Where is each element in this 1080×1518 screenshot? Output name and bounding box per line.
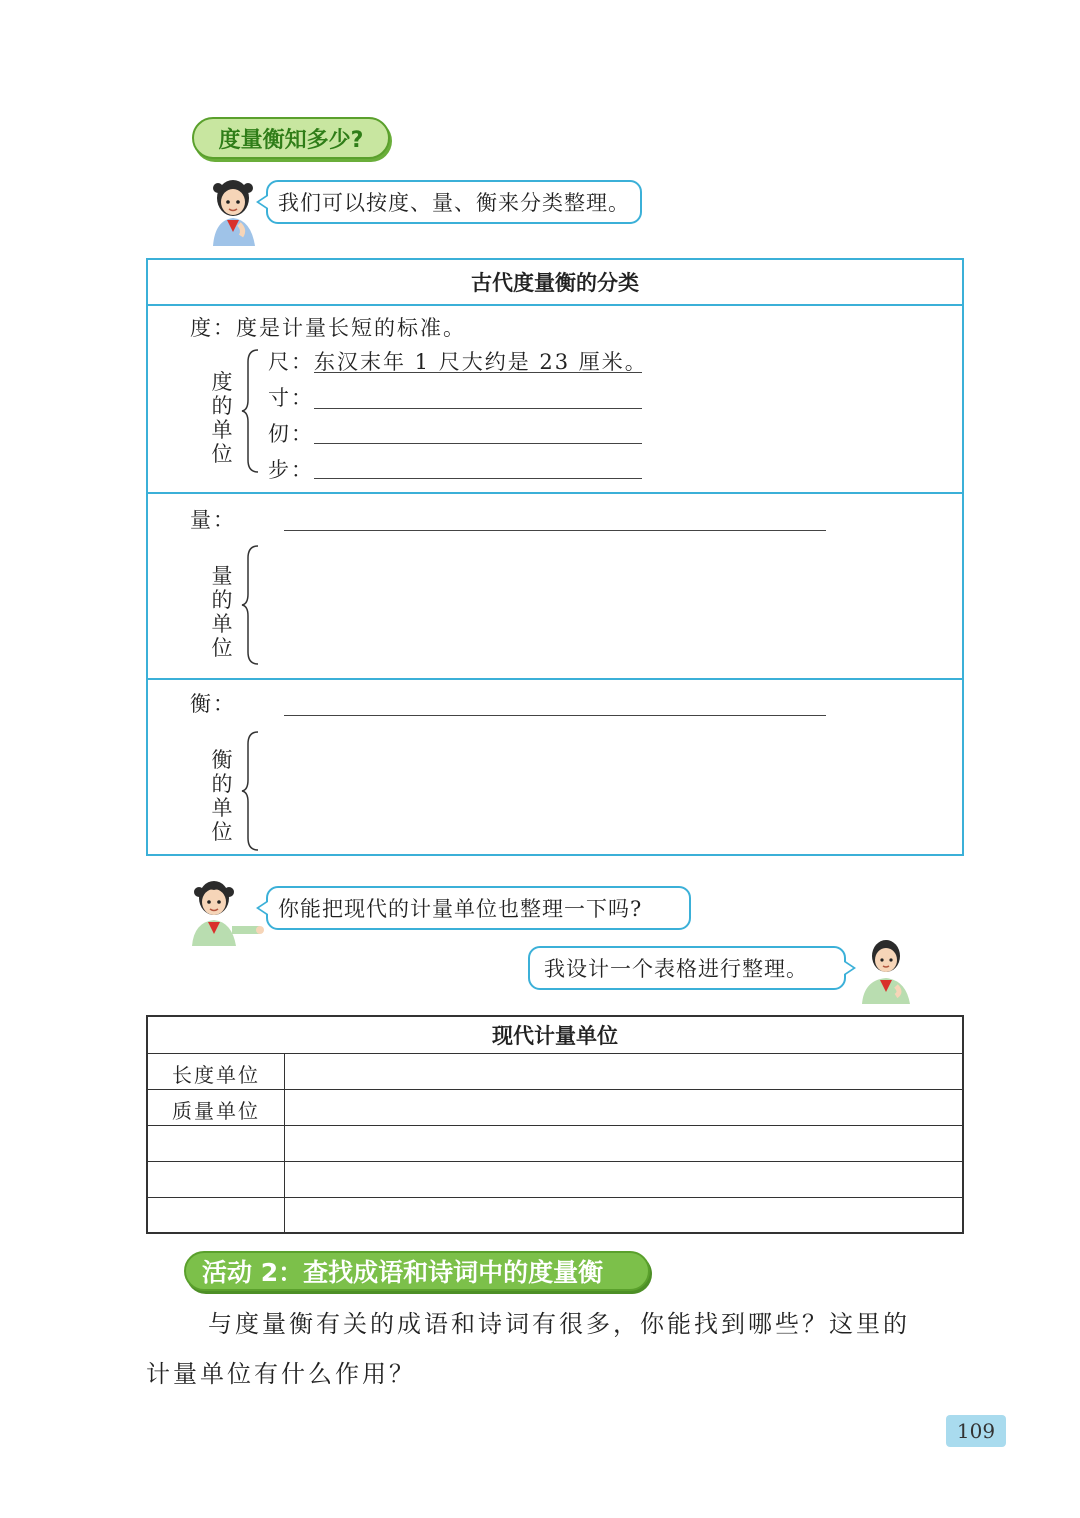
heng-label-char: 衡 xyxy=(211,748,233,772)
heng-brace xyxy=(240,730,260,852)
answer-line xyxy=(314,372,642,373)
liang-label-char: 位 xyxy=(211,636,233,660)
liang-definition: 量： xyxy=(190,508,236,532)
du-units-label xyxy=(210,370,234,466)
speech-bubble-left xyxy=(266,886,691,930)
section-title xyxy=(192,117,390,159)
table-rule xyxy=(148,1053,962,1054)
row-label-mass: 质量单位 xyxy=(172,1099,260,1123)
activity-2-title xyxy=(184,1251,650,1291)
du-label-char: 位 xyxy=(211,442,233,466)
heng-label-char: 的 xyxy=(211,772,233,796)
table-divider xyxy=(148,492,962,494)
liang-label-char: 量 xyxy=(211,564,233,588)
boy-avatar-right xyxy=(856,934,918,1004)
page-number xyxy=(946,1415,1006,1447)
answer-line[interactable] xyxy=(284,530,826,531)
liang-units-label xyxy=(210,564,234,660)
speech-bubble-right xyxy=(528,946,846,990)
table-rule xyxy=(148,1089,962,1090)
section-title-text: 度量衡知多少? xyxy=(218,127,364,153)
modern-units-table xyxy=(146,1015,964,1234)
answer-line[interactable] xyxy=(314,478,642,479)
page-number-text: 109 xyxy=(956,1419,996,1443)
du-definition: 度：度是计量长短的标准。 xyxy=(190,316,466,340)
table-column-separator xyxy=(284,1053,285,1232)
speech-text-2: 你能把现代的计量单位也整理一下吗? xyxy=(278,897,643,921)
table-rule xyxy=(148,1125,962,1126)
heng-label-char: 位 xyxy=(211,820,233,844)
girl-avatar xyxy=(205,172,261,246)
unit-ren-label: 仞： xyxy=(268,422,314,446)
liang-label-char: 的 xyxy=(211,588,233,612)
answer-line[interactable] xyxy=(314,408,642,409)
liang-label-char: 单 xyxy=(211,612,233,636)
activity-paragraph-line-1: 与度量衡有关的成语和诗词有很多，你能找到哪些？这里的 xyxy=(208,1310,910,1338)
heng-label-char: 单 xyxy=(211,796,233,820)
unit-chi-text: 东汉末年 1 尺大约是 23 厘米。 xyxy=(314,350,648,374)
ancient-table-title: 古代度量衡的分类 xyxy=(471,271,639,295)
heng-units-label xyxy=(210,748,234,844)
row-label-length: 长度单位 xyxy=(172,1063,260,1087)
speech-text-1: 我们可以按度、量、衡来分类整理。 xyxy=(278,191,630,215)
boy-illustration xyxy=(186,872,264,946)
ancient-measures-table xyxy=(146,258,964,856)
table-divider xyxy=(148,304,962,306)
modern-table-title: 现代计量单位 xyxy=(492,1024,618,1048)
activity-2-text: 活动 2：查找成语和诗词中的度量衡 xyxy=(202,1258,604,1287)
activity-paragraph-line-2: 计量单位有什么作用？ xyxy=(146,1360,416,1388)
unit-cun-label: 寸： xyxy=(268,386,314,410)
du-label-char: 单 xyxy=(211,418,233,442)
unit-chi-label: 尺： xyxy=(268,350,314,374)
unit-bu-label: 步： xyxy=(268,458,314,482)
boy-illustration xyxy=(856,934,918,1004)
liang-brace xyxy=(240,544,260,666)
du-brace xyxy=(240,348,260,474)
heng-definition: 衡： xyxy=(190,692,236,716)
answer-line[interactable] xyxy=(314,443,642,444)
speech-text-3: 我设计一个表格进行整理。 xyxy=(544,957,808,981)
table-divider xyxy=(148,678,962,680)
table-rule xyxy=(148,1161,962,1162)
girl-illustration xyxy=(205,172,261,246)
boy-avatar-left xyxy=(186,872,264,946)
du-label-char: 度 xyxy=(211,370,233,394)
du-label-char: 的 xyxy=(211,394,233,418)
speech-bubble-girl xyxy=(266,180,642,224)
table-rule xyxy=(148,1197,962,1198)
answer-line[interactable] xyxy=(284,715,826,716)
